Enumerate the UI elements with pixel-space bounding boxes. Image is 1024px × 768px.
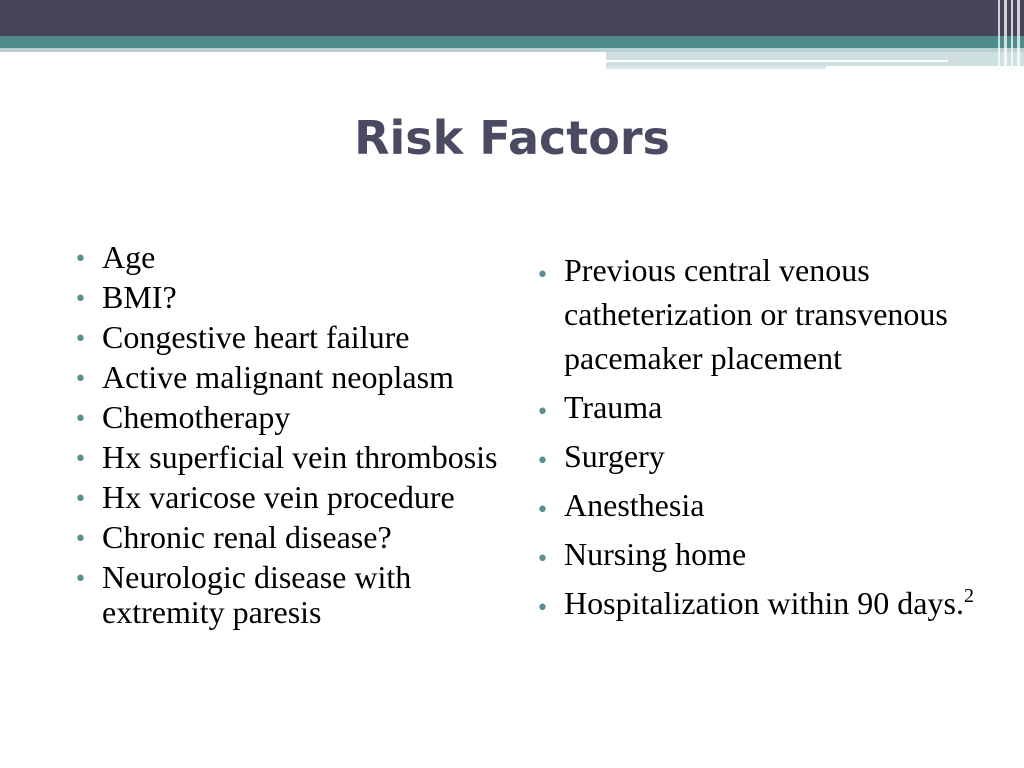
list-item-text: Chemotherapy: [102, 399, 291, 435]
left-bullet-list: [72, 240, 512, 635]
list-item: [72, 440, 512, 475]
list-item-text: Hx superficial vein thrombosis: [102, 439, 498, 475]
list-item: [72, 480, 512, 515]
bullet-icon: •: [536, 498, 549, 523]
list-item: [72, 360, 512, 395]
bullet-icon: •: [536, 596, 549, 621]
top-banner-dark: [0, 0, 1024, 36]
list-item: [534, 248, 994, 380]
bullet-icon: •: [74, 287, 87, 312]
list-item-text: BMI?: [102, 279, 177, 315]
list-item: [72, 520, 512, 555]
bullet-icon: •: [74, 327, 87, 352]
list-item-text: Hx varicose vein procedure: [102, 479, 455, 515]
bullet-icon: •: [74, 247, 87, 272]
top-banner-teal: [0, 36, 1024, 48]
bullet-icon: •: [74, 447, 87, 472]
list-item-text: Trauma: [564, 389, 663, 425]
right-bullet-list: [534, 248, 994, 630]
list-item-text: Chronic renal disease?: [102, 519, 392, 555]
list-item: [534, 532, 994, 576]
bullet-icon: •: [536, 449, 549, 474]
list-item: [534, 483, 994, 527]
bullet-icon: •: [536, 547, 549, 572]
list-item-text: Hospitalization within 90 days.: [564, 585, 964, 621]
list-item-text: Nursing home: [564, 536, 747, 572]
list-item-text: Previous central venous catheterization or transvenous pacemaker placement: [564, 252, 948, 376]
list-item: [534, 434, 994, 478]
bullet-icon: •: [536, 400, 549, 425]
slide-title: Risk Factors: [354, 111, 670, 165]
reference-superscript: 2: [963, 585, 974, 607]
list-item-text: Active malignant neoplasm: [102, 359, 454, 395]
bullet-icon: •: [74, 487, 87, 512]
list-item-text: Congestive heart failure: [102, 319, 410, 355]
list-item: [534, 385, 994, 429]
list-item: [72, 560, 512, 630]
bullet-icon: •: [74, 527, 87, 552]
top-banner-line: [606, 60, 948, 62]
list-item: [534, 581, 994, 625]
list-item: [72, 320, 512, 355]
top-banner-step: [606, 52, 1024, 66]
bullet-icon: •: [74, 407, 87, 432]
list-item-text: Anesthesia: [564, 487, 705, 523]
list-item: [72, 240, 512, 275]
list-item-text: Surgery: [564, 438, 665, 474]
list-item-text: Neurologic disease with extremity paresis: [102, 559, 412, 630]
list-item-text: Age: [102, 239, 156, 275]
top-banner-line-secondary: [606, 66, 826, 69]
bullet-icon: •: [74, 367, 87, 392]
edge-stripes: [994, 0, 1024, 70]
bullet-icon: •: [536, 263, 549, 288]
list-item: [72, 280, 512, 315]
bullet-icon: •: [74, 567, 87, 592]
list-item: [72, 400, 512, 435]
